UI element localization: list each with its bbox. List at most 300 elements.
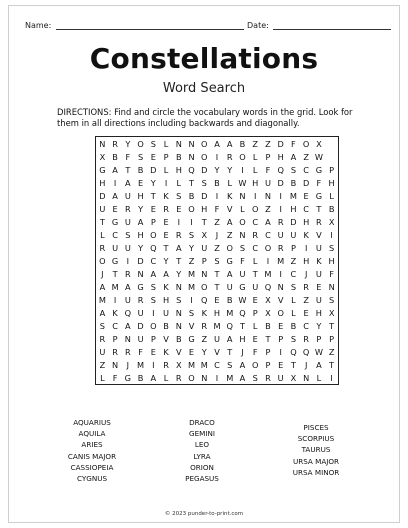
grid-letter[interactable]: U xyxy=(124,242,131,253)
grid-letter[interactable]: S xyxy=(150,294,156,305)
grid-letter[interactable]: U xyxy=(315,268,322,279)
grid-letter[interactable]: E xyxy=(150,346,156,357)
grid-letter[interactable]: X xyxy=(290,372,297,383)
grid-letter[interactable]: Z xyxy=(328,346,335,357)
grid-letter[interactable]: D xyxy=(137,320,144,331)
grid-letter[interactable]: O xyxy=(251,203,259,214)
grid-letter[interactable]: P xyxy=(329,164,335,175)
grid-letter[interactable]: E xyxy=(252,333,258,344)
grid-letter[interactable]: I xyxy=(266,255,270,266)
grid-letter[interactable]: H xyxy=(99,177,106,188)
grid-letter[interactable]: E xyxy=(112,203,118,214)
grid-letter[interactable]: A xyxy=(316,359,322,370)
grid-letter[interactable]: X xyxy=(201,229,208,240)
grid-letter[interactable]: C xyxy=(112,320,118,331)
grid-letter[interactable]: B xyxy=(328,203,335,214)
grid-letter[interactable]: G xyxy=(226,255,233,266)
grid-letter[interactable]: R xyxy=(265,372,271,383)
grid-letter[interactable]: J xyxy=(241,346,244,357)
grid-letter[interactable]: O xyxy=(137,138,144,149)
grid-letter[interactable]: R xyxy=(99,333,106,344)
grid-letter[interactable]: I xyxy=(152,359,155,370)
grid-letter[interactable]: Y xyxy=(201,346,207,357)
grid-letter[interactable]: M xyxy=(264,268,272,279)
grid-letter[interactable]: S xyxy=(188,307,195,318)
grid-letter[interactable]: K xyxy=(316,255,322,266)
grid-letter[interactable]: P xyxy=(329,333,335,344)
grid-letter[interactable]: Z xyxy=(303,151,309,162)
grid-letter[interactable]: P xyxy=(201,255,207,266)
grid-letter[interactable]: R xyxy=(124,346,131,357)
grid-letter[interactable]: O xyxy=(188,372,195,383)
grid-letter[interactable]: C xyxy=(290,268,297,279)
grid-letter[interactable]: H xyxy=(328,177,335,188)
name-blank[interactable] xyxy=(56,21,244,30)
grid-letter[interactable]: I xyxy=(152,307,155,318)
grid-letter[interactable]: Z xyxy=(214,216,220,227)
grid-letter[interactable]: Q xyxy=(277,164,284,175)
grid-letter[interactable]: U xyxy=(264,177,271,188)
grid-letter[interactable]: J xyxy=(304,359,308,370)
grid-letter[interactable]: Y xyxy=(214,164,220,175)
grid-letter[interactable]: T xyxy=(189,177,195,188)
grid-letter[interactable]: B xyxy=(290,320,297,331)
grid-letter[interactable]: Z xyxy=(188,255,195,266)
grid-letter[interactable]: B xyxy=(214,177,220,188)
grid-letter[interactable]: X xyxy=(265,294,271,305)
grid-letter[interactable]: I xyxy=(330,229,333,240)
grid-letter[interactable]: H xyxy=(303,216,310,227)
grid-letter[interactable]: B xyxy=(226,294,233,305)
grid-letter[interactable]: X xyxy=(316,138,322,149)
grid-letter[interactable]: P xyxy=(290,242,296,253)
grid-letter[interactable]: L xyxy=(252,164,258,175)
grid-letter[interactable]: V xyxy=(163,333,169,344)
grid-letter[interactable]: C xyxy=(303,164,309,175)
grid-letter[interactable]: S xyxy=(227,359,233,370)
grid-letter[interactable]: X xyxy=(328,216,335,227)
grid-letter[interactable]: A xyxy=(112,190,118,201)
grid-letter[interactable]: R xyxy=(303,333,309,344)
grid-letter[interactable]: U xyxy=(277,229,284,240)
grid-letter[interactable]: M xyxy=(226,372,234,383)
grid-letter[interactable]: B xyxy=(112,151,118,162)
grid-letter[interactable]: N xyxy=(175,138,182,149)
grid-letter[interactable]: G xyxy=(315,190,323,201)
grid-letter[interactable]: U xyxy=(124,216,131,227)
grid-letter[interactable]: P xyxy=(278,333,284,344)
grid-letter[interactable]: H xyxy=(277,151,284,162)
grid-letter[interactable]: Y xyxy=(176,268,182,279)
grid-letter[interactable]: I xyxy=(253,190,257,201)
grid-letter[interactable]: O xyxy=(188,203,195,214)
grid-letter[interactable]: A xyxy=(226,216,233,227)
grid-letter[interactable]: P xyxy=(150,216,156,227)
grid-letter[interactable]: I xyxy=(279,268,282,279)
grid-letter[interactable]: B xyxy=(137,372,144,383)
grid-letter[interactable]: O xyxy=(99,255,106,266)
grid-letter[interactable]: Y xyxy=(316,320,322,331)
grid-letter[interactable]: J xyxy=(101,268,104,279)
grid-letter[interactable]: M xyxy=(187,268,196,279)
grid-letter[interactable]: Q xyxy=(150,242,157,253)
grid-letter[interactable]: C xyxy=(252,242,259,253)
grid-letter[interactable]: T xyxy=(227,346,233,357)
grid-letter[interactable]: Y xyxy=(189,242,195,253)
grid-letter[interactable]: M xyxy=(289,190,297,201)
grid-letter[interactable]: U xyxy=(315,242,322,253)
grid-letter[interactable]: D xyxy=(277,177,284,188)
grid-letter[interactable]: G xyxy=(188,333,195,344)
grid-letter[interactable]: E xyxy=(150,151,156,162)
grid-letter[interactable]: H xyxy=(303,255,310,266)
grid-letter[interactable]: I xyxy=(190,216,193,227)
grid-letter[interactable]: G xyxy=(239,281,246,292)
grid-letter[interactable]: S xyxy=(214,255,220,266)
grid-letter[interactable]: R xyxy=(277,242,284,253)
grid-letter[interactable]: G xyxy=(124,372,132,383)
grid-letter[interactable]: B xyxy=(175,151,182,162)
grid-letter[interactable]: V xyxy=(175,346,182,357)
grid-letter[interactable]: N xyxy=(201,268,208,279)
grid-letter[interactable]: O xyxy=(201,281,208,292)
grid-letter[interactable]: N xyxy=(188,138,195,149)
grid-letter[interactable]: D xyxy=(201,164,208,175)
grid-letter[interactable]: V xyxy=(226,203,233,214)
grid-letter[interactable]: A xyxy=(214,138,220,149)
grid-letter[interactable]: D xyxy=(99,190,106,201)
grid-letter[interactable]: L xyxy=(329,190,334,201)
grid-letter[interactable]: H xyxy=(213,307,221,318)
grid-letter[interactable]: L xyxy=(163,372,169,383)
grid-letter[interactable]: B xyxy=(175,333,182,344)
grid-letter[interactable]: K xyxy=(163,281,169,292)
grid-letter[interactable]: X xyxy=(99,151,106,162)
grid-letter[interactable]: O xyxy=(239,216,246,227)
grid-letter[interactable]: O xyxy=(150,229,157,240)
grid-letter[interactable]: L xyxy=(163,164,169,175)
grid-letter[interactable]: K xyxy=(201,307,207,318)
grid-letter[interactable]: Z xyxy=(214,242,220,253)
grid-letter[interactable]: V xyxy=(188,320,195,331)
grid-letter[interactable]: H xyxy=(175,164,182,175)
grid-letter[interactable]: T xyxy=(163,242,169,253)
grid-letter[interactable]: Z xyxy=(303,294,309,305)
grid-letter[interactable]: N xyxy=(175,320,182,331)
grid-letter[interactable]: M xyxy=(187,359,196,370)
grid-letter[interactable]: R xyxy=(112,138,118,149)
grid-letter[interactable]: N xyxy=(188,151,195,162)
grid-letter[interactable]: U xyxy=(124,294,131,305)
grid-letter[interactable]: S xyxy=(329,242,335,253)
grid-letter[interactable]: I xyxy=(113,294,117,305)
grid-letter[interactable]: P xyxy=(150,333,156,344)
grid-letter[interactable]: L xyxy=(252,320,258,331)
grid-letter[interactable]: D xyxy=(201,190,208,201)
grid-letter[interactable]: K xyxy=(163,190,169,201)
grid-letter[interactable]: A xyxy=(137,216,144,227)
grid-letter[interactable]: H xyxy=(162,294,170,305)
grid-letter[interactable]: W xyxy=(238,177,247,188)
grid-letter[interactable]: C xyxy=(214,359,220,370)
grid-letter[interactable]: I xyxy=(190,294,193,305)
grid-letter[interactable]: H xyxy=(137,190,144,201)
grid-letter[interactable]: N xyxy=(239,190,246,201)
grid-letter[interactable]: T xyxy=(214,281,220,292)
grid-letter[interactable]: A xyxy=(150,372,157,383)
grid-letter[interactable]: F xyxy=(291,138,296,149)
grid-letter[interactable]: R xyxy=(163,203,169,214)
grid-letter[interactable]: G xyxy=(111,255,119,266)
grid-letter[interactable]: H xyxy=(201,203,208,214)
grid-letter[interactable]: M xyxy=(200,359,208,370)
grid-letter[interactable]: U xyxy=(277,372,284,383)
grid-letter[interactable]: S xyxy=(176,190,182,201)
grid-letter[interactable]: A xyxy=(239,359,246,370)
grid-letter[interactable]: A xyxy=(265,216,271,227)
grid-letter[interactable]: C xyxy=(303,320,309,331)
grid-letter[interactable]: A xyxy=(125,177,131,188)
grid-letter[interactable]: Y xyxy=(138,203,144,214)
grid-letter[interactable]: E xyxy=(163,229,169,240)
grid-letter[interactable]: N xyxy=(175,281,182,292)
grid-letter[interactable]: U xyxy=(137,333,144,344)
grid-letter[interactable]: O xyxy=(226,242,233,253)
grid-letter[interactable]: X xyxy=(265,307,271,318)
grid-letter[interactable]: E xyxy=(278,359,284,370)
grid-letter[interactable]: N xyxy=(137,268,144,279)
grid-letter[interactable]: N xyxy=(112,359,119,370)
grid-letter[interactable]: N xyxy=(99,138,106,149)
grid-letter[interactable]: E xyxy=(303,307,309,318)
grid-letter[interactable]: R xyxy=(124,268,131,279)
grid-letter[interactable]: R xyxy=(201,320,208,331)
grid-letter[interactable]: X xyxy=(175,359,182,370)
grid-letter[interactable]: L xyxy=(163,138,169,149)
grid-letter[interactable]: B xyxy=(290,177,297,188)
grid-letter[interactable]: H xyxy=(328,255,335,266)
grid-letter[interactable]: X xyxy=(328,307,335,318)
grid-letter[interactable]: O xyxy=(302,138,310,149)
grid-letter[interactable]: R xyxy=(252,229,259,240)
grid-letter[interactable]: U xyxy=(226,281,233,292)
grid-letter[interactable]: E xyxy=(316,281,322,292)
grid-letter[interactable]: A xyxy=(239,372,246,383)
grid-letter[interactable]: I xyxy=(279,346,282,357)
grid-letter[interactable]: D xyxy=(302,177,310,188)
grid-letter[interactable]: V xyxy=(277,294,284,305)
grid-letter[interactable]: K xyxy=(112,307,118,318)
grid-letter[interactable]: A xyxy=(163,268,169,279)
grid-letter[interactable]: K xyxy=(303,229,309,240)
grid-letter[interactable]: U xyxy=(137,307,144,318)
grid-letter[interactable]: A xyxy=(99,307,106,318)
grid-letter[interactable]: S xyxy=(176,294,182,305)
grid-letter[interactable]: R xyxy=(277,216,284,227)
grid-letter[interactable]: G xyxy=(99,164,106,175)
grid-letter[interactable]: I xyxy=(304,242,308,253)
grid-letter[interactable]: Y xyxy=(150,177,156,188)
grid-letter[interactable]: R xyxy=(175,229,182,240)
grid-letter[interactable]: R xyxy=(316,216,322,227)
grid-letter[interactable]: U xyxy=(213,333,220,344)
grid-letter[interactable]: P xyxy=(265,151,271,162)
grid-letter[interactable]: S xyxy=(125,229,131,240)
grid-letter[interactable]: R xyxy=(163,359,169,370)
grid-letter[interactable]: R xyxy=(175,372,182,383)
grid-letter[interactable]: Q xyxy=(239,307,246,318)
grid-letter[interactable]: M xyxy=(137,359,145,370)
grid-letter[interactable]: U xyxy=(252,281,259,292)
grid-letter[interactable]: O xyxy=(201,138,208,149)
grid-letter[interactable]: L xyxy=(291,307,296,318)
grid-letter[interactable]: O xyxy=(150,320,157,331)
grid-letter[interactable]: S xyxy=(137,151,144,162)
grid-letter[interactable]: A xyxy=(226,268,233,279)
grid-letter[interactable]: J xyxy=(215,229,219,240)
grid-letter[interactable]: N xyxy=(264,190,271,201)
grid-letter[interactable]: T xyxy=(150,190,156,201)
grid-letter[interactable]: N xyxy=(303,372,310,383)
grid-letter[interactable]: I xyxy=(215,372,219,383)
grid-letter[interactable]: J xyxy=(126,359,130,370)
grid-letter[interactable]: L xyxy=(100,229,105,240)
grid-letter[interactable]: T xyxy=(329,320,335,331)
grid-letter[interactable]: C xyxy=(303,203,309,214)
grid-letter[interactable]: S xyxy=(329,294,335,305)
grid-letter[interactable]: O xyxy=(264,242,272,253)
grid-letter[interactable]: F xyxy=(125,151,131,162)
grid-letter[interactable]: Z xyxy=(201,333,208,344)
grid-letter[interactable]: L xyxy=(291,294,296,305)
grid-letter[interactable]: W xyxy=(238,294,247,305)
grid-letter[interactable]: P xyxy=(316,333,322,344)
grid-letter[interactable]: G xyxy=(315,164,323,175)
grid-letter[interactable]: O xyxy=(277,307,284,318)
grid-letter[interactable]: I xyxy=(330,372,333,383)
grid-letter[interactable]: C xyxy=(150,255,157,266)
grid-letter[interactable]: A xyxy=(226,333,233,344)
grid-letter[interactable]: J xyxy=(304,268,308,279)
grid-letter[interactable]: L xyxy=(240,203,245,214)
grid-letter[interactable]: T xyxy=(214,268,220,279)
grid-letter[interactable]: S xyxy=(252,372,258,383)
grid-letter[interactable]: W xyxy=(314,151,323,162)
grid-letter[interactable]: A xyxy=(226,138,233,149)
grid-letter[interactable]: U xyxy=(239,268,246,279)
grid-letter[interactable]: N xyxy=(239,229,246,240)
grid-letter[interactable]: L xyxy=(176,177,182,188)
grid-letter[interactable]: U xyxy=(112,242,119,253)
grid-letter[interactable] xyxy=(325,137,338,150)
grid-letter[interactable]: H xyxy=(315,307,322,318)
grid-letter[interactable]: E xyxy=(214,294,220,305)
grid-letter[interactable]: C xyxy=(265,229,271,240)
grid-letter[interactable]: R xyxy=(124,203,131,214)
grid-letter[interactable]: U xyxy=(124,190,131,201)
grid-letter[interactable] xyxy=(325,150,338,163)
grid-letter[interactable]: Z xyxy=(265,203,271,214)
grid-letter[interactable]: P xyxy=(112,333,118,344)
grid-letter[interactable]: T xyxy=(176,255,182,266)
grid-letter[interactable]: V xyxy=(316,229,322,240)
grid-letter[interactable]: H xyxy=(252,177,259,188)
grid-letter[interactable]: T xyxy=(112,268,118,279)
grid-letter[interactable]: S xyxy=(239,242,246,253)
grid-letter[interactable]: U xyxy=(315,294,322,305)
grid-letter[interactable]: A xyxy=(99,281,106,292)
grid-letter[interactable]: O xyxy=(201,151,208,162)
grid-letter[interactable]: R xyxy=(112,346,118,357)
grid-letter[interactable]: R xyxy=(226,151,233,162)
grid-letter[interactable]: N xyxy=(328,281,335,292)
grid-letter[interactable]: I xyxy=(215,151,219,162)
grid-letter[interactable]: P xyxy=(265,359,271,370)
grid-letter[interactable]: T xyxy=(265,333,271,344)
grid-letter[interactable]: H xyxy=(137,229,144,240)
grid-letter[interactable]: E xyxy=(163,216,169,227)
grid-letter[interactable]: S xyxy=(290,281,297,292)
grid-letter[interactable]: I xyxy=(164,177,168,188)
grid-letter[interactable]: T xyxy=(99,216,105,227)
grid-letter[interactable]: I xyxy=(177,216,180,227)
grid-letter[interactable]: T xyxy=(290,359,296,370)
grid-letter[interactable]: Q xyxy=(226,320,233,331)
grid-letter[interactable]: F xyxy=(138,346,143,357)
grid-letter[interactable]: M xyxy=(277,255,285,266)
grid-letter[interactable]: Q xyxy=(264,281,272,292)
grid-letter[interactable]: P xyxy=(265,346,271,357)
grid-letter[interactable]: F xyxy=(265,164,271,175)
grid-letter[interactable]: A xyxy=(125,320,131,331)
grid-letter[interactable]: I xyxy=(126,255,130,266)
grid-letter[interactable]: I xyxy=(241,164,244,175)
grid-letter[interactable]: Q xyxy=(188,164,195,175)
grid-letter[interactable]: F xyxy=(316,177,322,188)
grid-letter[interactable]: U xyxy=(99,346,106,357)
grid-letter[interactable]: Q xyxy=(201,294,208,305)
grid-letter[interactable]: F xyxy=(112,372,118,383)
grid-letter[interactable]: Q xyxy=(302,346,310,357)
grid-letter[interactable]: E xyxy=(188,346,195,357)
grid-letter[interactable]: D xyxy=(137,255,144,266)
grid-letter[interactable]: N xyxy=(277,281,284,292)
grid-letter[interactable]: O xyxy=(251,359,259,370)
grid-letter[interactable]: S xyxy=(290,164,297,175)
grid-letter[interactable]: U xyxy=(163,307,170,318)
grid-letter[interactable]: Z xyxy=(252,138,258,149)
grid-letter[interactable]: Y xyxy=(138,242,144,253)
grid-letter[interactable]: N xyxy=(201,372,208,383)
grid-letter[interactable]: L xyxy=(316,372,322,383)
grid-letter[interactable]: G xyxy=(137,281,144,292)
grid-letter[interactable]: C xyxy=(112,229,118,240)
grid-letter[interactable]: U xyxy=(99,203,106,214)
grid-letter[interactable]: Z xyxy=(265,138,271,149)
grid-letter[interactable]: F xyxy=(214,203,220,214)
grid-letter[interactable]: C xyxy=(252,216,259,227)
grid-letter[interactable]: K xyxy=(163,346,169,357)
grid-letter[interactable]: G xyxy=(111,216,119,227)
grid-letter[interactable]: B xyxy=(163,320,169,331)
grid-letter[interactable]: H xyxy=(290,203,297,214)
grid-letter[interactable]: T xyxy=(252,268,258,279)
grid-letter[interactable]: D xyxy=(277,138,284,149)
grid-letter[interactable]: R xyxy=(99,242,106,253)
grid-letter[interactable]: S xyxy=(150,138,156,149)
grid-letter[interactable]: U xyxy=(290,229,297,240)
grid-letter[interactable]: A xyxy=(290,151,297,162)
